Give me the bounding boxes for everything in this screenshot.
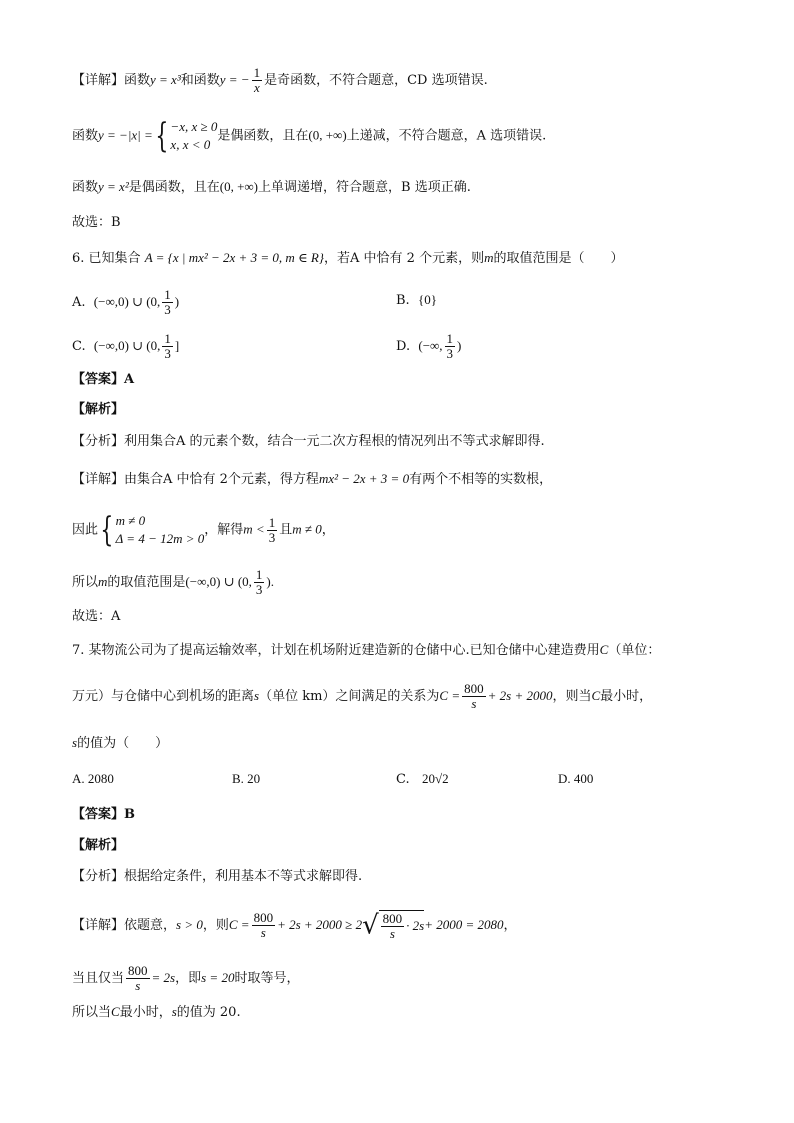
- numerator: 800: [382, 911, 403, 926]
- math: + 2s + 2000 ≥ 2: [277, 917, 363, 932]
- fraction: [381, 912, 405, 941]
- question-6-therefore: [72, 512, 335, 548]
- math: (−∞,: [418, 338, 443, 353]
- text: 是偶函数，且在: [128, 180, 220, 195]
- radicand: [379, 910, 425, 941]
- brace: {: [100, 510, 114, 550]
- text: ，: [321, 522, 335, 538]
- question-7-detail: [72, 910, 517, 941]
- text: （单位 km）之间满足的关系为: [259, 689, 440, 704]
- math: m: [484, 250, 494, 265]
- text: 的值为 20.: [176, 1005, 241, 1020]
- text: 【详解】依题意，: [72, 918, 177, 933]
- answer-line: 故选：B: [72, 215, 121, 230]
- question-6-stem: [72, 248, 623, 269]
- math: · 2s: [406, 918, 425, 933]
- text: 且: [279, 522, 293, 538]
- question-7-option-c: [396, 769, 449, 790]
- math: y = x³: [150, 72, 181, 87]
- math: C =: [228, 917, 250, 932]
- case: x, x < 0: [170, 137, 211, 152]
- fraction: [162, 332, 173, 361]
- cases: [116, 512, 205, 548]
- text: 上递减，不符合题意，A 选项错误.: [346, 128, 547, 144]
- question-7-stem-2: [72, 682, 652, 711]
- question-7-option-a: A. 2080: [72, 771, 114, 786]
- question-6-range: [72, 568, 274, 597]
- math: A = {x | mx² − 2x + 3 = 0, m ∈ R}: [144, 250, 325, 265]
- question-7-final: [72, 1002, 241, 1023]
- math: C: [599, 642, 609, 657]
- math: (0, +∞): [308, 127, 347, 143]
- text: ，解得: [204, 522, 244, 538]
- fraction: [252, 66, 263, 95]
- text: 所以当: [72, 1005, 112, 1020]
- text: 【详解】函数: [72, 73, 151, 88]
- question-6-analysis-label: 【解析】: [72, 402, 125, 417]
- text: 上单调递增，符合题意，B 选项正确.: [258, 180, 471, 195]
- numerator: 1: [255, 567, 263, 582]
- math: mx² − 2x + 3 = 0: [318, 471, 410, 486]
- question-7-answer: 【答案】B: [72, 807, 135, 822]
- denominator: 3: [255, 582, 263, 597]
- numerator: 800: [464, 681, 484, 696]
- text: 的取值范围是: [107, 575, 186, 590]
- text: （单位：: [608, 643, 661, 658]
- math: ]: [174, 338, 180, 353]
- numerator: 800: [253, 910, 274, 925]
- text: 【详解】由集合A 中恰有 2个元素，得方程: [72, 472, 319, 487]
- text: ，即: [175, 971, 202, 986]
- math: {0}: [417, 292, 437, 307]
- denominator: s: [126, 978, 150, 993]
- math: + 2000 = 2080: [424, 917, 504, 932]
- fraction: [445, 332, 456, 361]
- denominator: s: [252, 925, 276, 940]
- detail-line-odd-functions: [72, 66, 488, 95]
- math: (0, +∞): [219, 179, 259, 194]
- numerator: 1: [164, 331, 171, 346]
- fraction: [162, 288, 173, 317]
- text: 和函数: [180, 73, 220, 88]
- numerator: 1: [164, 287, 171, 302]
- case: −x, x ≥ 0: [170, 119, 218, 134]
- brace: {: [155, 116, 169, 156]
- math: (−∞,0) ∪ (0,: [185, 574, 252, 589]
- math: s: [254, 688, 260, 703]
- radical-sign: √: [362, 910, 379, 941]
- math: ).: [266, 574, 274, 589]
- question-7-equality: [72, 964, 299, 993]
- math: C: [111, 1004, 120, 1019]
- option-label: C.: [396, 772, 410, 787]
- denominator: 3: [164, 302, 171, 317]
- math: s > 0: [176, 917, 203, 932]
- question-6-option-c: [72, 332, 179, 361]
- question-6-option-a: [72, 288, 179, 317]
- option-label: A.: [72, 295, 86, 310]
- math: s: [171, 1004, 177, 1019]
- denominator: x: [252, 80, 263, 95]
- math: s: [72, 735, 78, 750]
- question-7-stem-3: [72, 733, 168, 754]
- question-7-fenxi: 【分析】根据给定条件，利用基本不等式求解即得.: [72, 869, 363, 884]
- text: 有两个不相等的实数根，: [409, 472, 553, 487]
- denominator: 3: [268, 529, 276, 545]
- text: 的取值范围是（ ）: [493, 251, 624, 266]
- fraction: [252, 911, 276, 940]
- fraction: [267, 516, 278, 545]
- math: C: [591, 688, 601, 703]
- math: y = −: [219, 72, 250, 87]
- text: 函数: [72, 128, 99, 144]
- numerator: 1: [268, 514, 276, 530]
- case: m ≠ 0: [115, 513, 146, 528]
- question-6-fenxi: 【分析】利用集合A 的元素个数，结合一元二次方程根的情况列出不等式求解即得.: [72, 434, 545, 449]
- numerator: 1: [253, 65, 261, 80]
- math: s = 20: [201, 970, 235, 985]
- text: 万元）与仓储中心到机场的距离: [72, 689, 255, 704]
- text: ，若A 中恰有 2 个元素，则: [324, 251, 485, 266]
- option-label: B.: [396, 293, 410, 308]
- fraction: [254, 568, 265, 597]
- text: ，则当: [552, 689, 592, 704]
- denominator: 3: [164, 346, 171, 361]
- text: 的值为（ ）: [77, 736, 169, 751]
- math: + 2s + 2000: [487, 688, 553, 703]
- question-7-stem-1: [72, 640, 660, 661]
- text: 当且仅当: [72, 971, 125, 986]
- text: 最小时，: [119, 1005, 172, 1020]
- piecewise-cases: [170, 118, 217, 154]
- math: C =: [439, 688, 461, 703]
- option-label: C.: [72, 339, 86, 354]
- detail-line-square-function: [72, 177, 471, 198]
- question-6-option-d: [396, 332, 461, 361]
- math: 20√2: [422, 771, 449, 786]
- case: Δ = 4 − 12m > 0: [115, 531, 205, 546]
- question-7-option-b: B. 20: [232, 771, 261, 786]
- math: m ≠ 0: [292, 521, 322, 537]
- denominator: s: [381, 926, 405, 941]
- math: y = −|x| =: [98, 127, 153, 143]
- math: ): [174, 294, 180, 309]
- text: 7. 某物流公司为了提高运输效率，计划在机场附近建造新的仓储中心.已知仓储中心建造费用: [72, 643, 600, 658]
- question-7-analysis-label: 【解析】: [72, 838, 125, 853]
- text: ，: [503, 918, 517, 933]
- math: (−∞,0) ∪ (0,: [93, 338, 161, 353]
- question-7-option-d: D. 400: [558, 771, 594, 786]
- math: m <: [243, 521, 265, 537]
- detail-line-abs-function: [72, 118, 546, 154]
- question-6-answer: 【答案】A: [72, 372, 135, 387]
- text: 是偶函数，且在: [217, 128, 309, 144]
- square-root: [362, 910, 424, 941]
- question-6-final: 故选：A: [72, 609, 121, 624]
- option-label: D.: [396, 339, 411, 354]
- math: = 2s: [151, 970, 176, 985]
- denominator: 3: [446, 346, 454, 361]
- numerator: 800: [128, 963, 148, 978]
- denominator: s: [462, 696, 486, 711]
- math: y = x²: [98, 179, 129, 194]
- text: 函数: [72, 180, 99, 195]
- text: 是奇函数，不符合题意，CD 选项错误.: [264, 73, 488, 88]
- math: (−∞,0) ∪ (0,: [93, 294, 161, 309]
- text: 最小时，: [600, 689, 653, 704]
- math: ): [457, 338, 462, 353]
- text: 6. 已知集合: [72, 251, 141, 266]
- math: m: [98, 574, 108, 589]
- text: 所以: [72, 575, 99, 590]
- question-6-detail: [72, 469, 552, 490]
- question-6-option-b: [396, 290, 437, 311]
- text: 因此: [72, 522, 99, 538]
- fraction: [462, 682, 486, 711]
- text: 时取等号，: [234, 971, 300, 986]
- numerator: 1: [446, 331, 454, 346]
- text: ，则: [202, 918, 229, 933]
- fraction: [126, 964, 150, 993]
